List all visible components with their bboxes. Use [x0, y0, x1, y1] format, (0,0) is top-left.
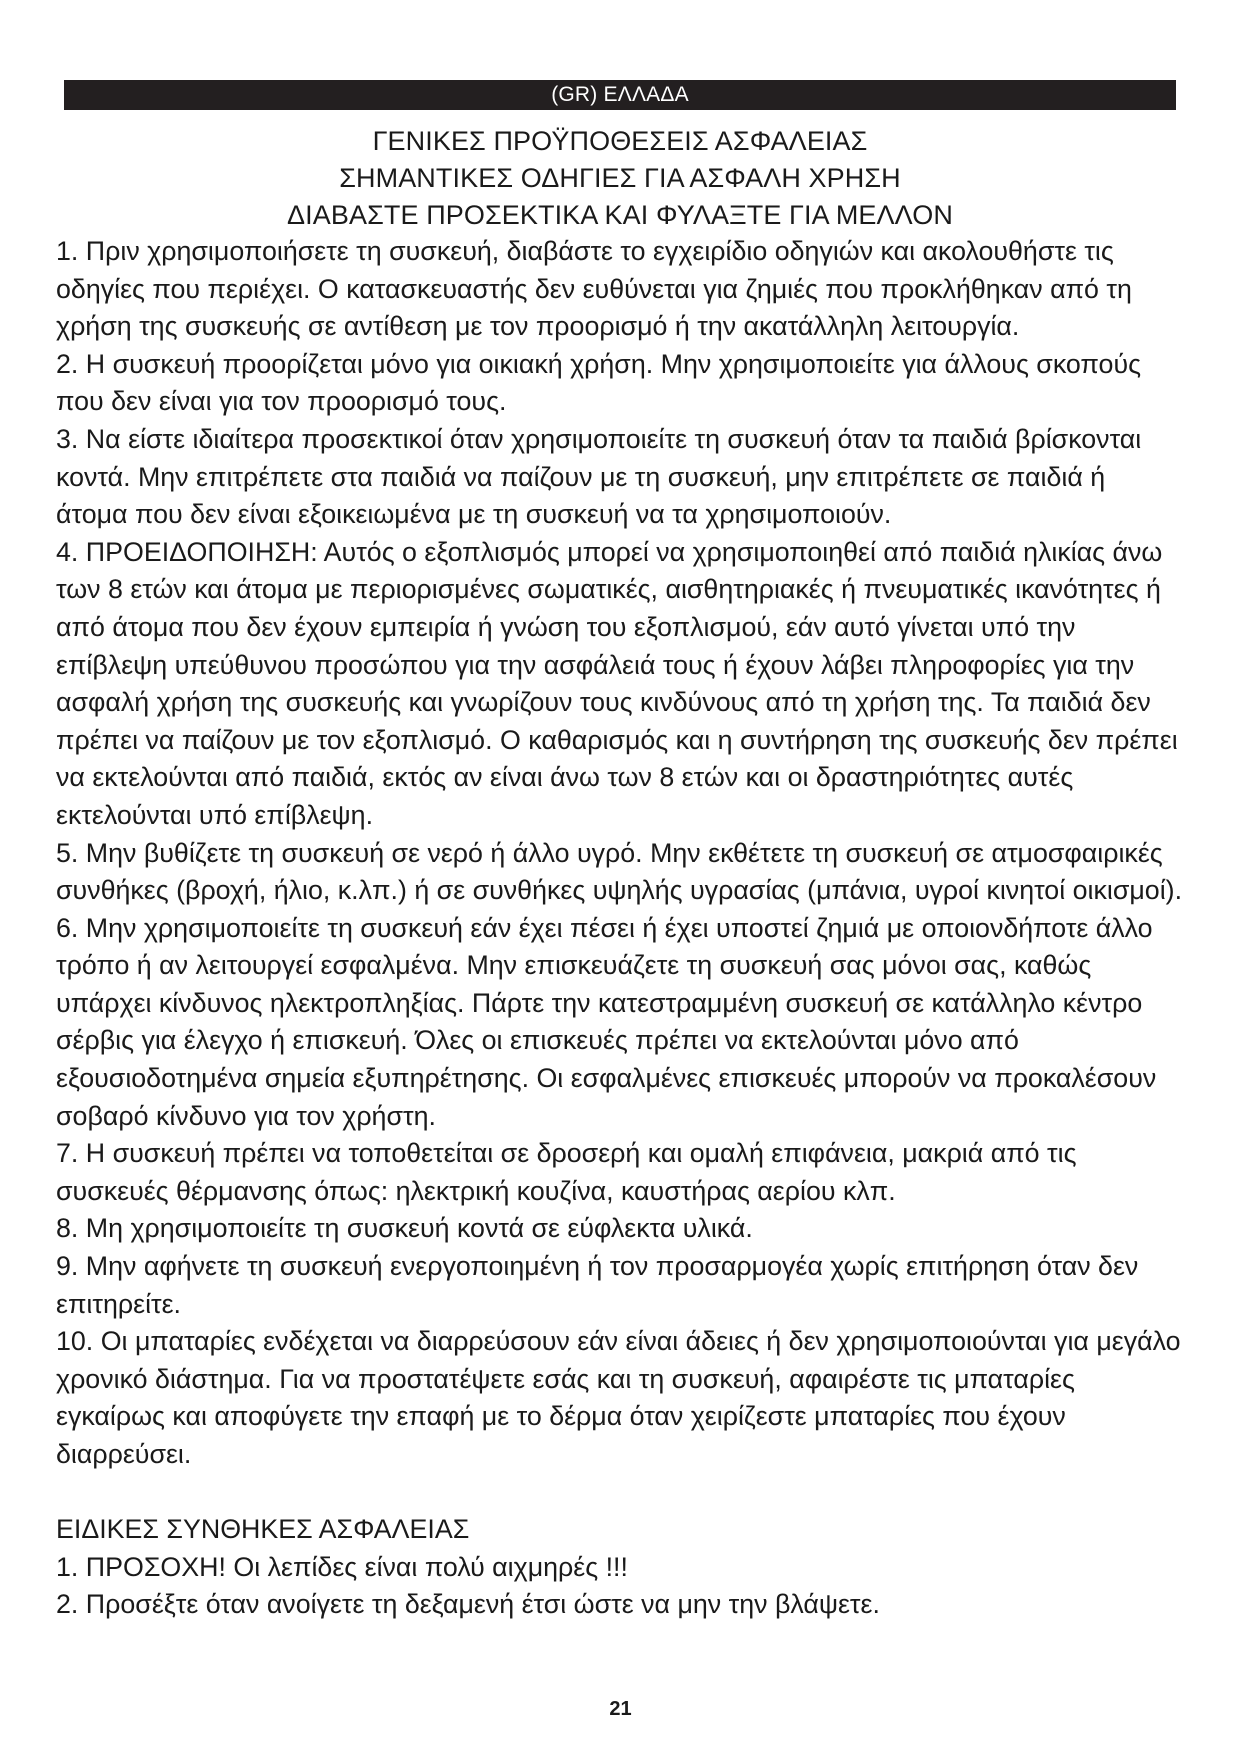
list-item: 6. Μην χρησιμοποιείτε τη συσκευή εάν έχει πέσει ή έχει υποστεί ζημιά με οποιονδήποτε άλλο τρόπο ή αν λειτουργεί εσφαλμένα. Μην επισκευάζετε τη συσκευή σας μόνοι σας, καθώς υπάρχει κίνδυνος ηλεκτροπληξίας. Πάρτε την κατεστραμμένη συσκευή σε κατάλληλο κέντρο σέρβις για έλεγχο ή επισκευή. Όλες οι επισκευές πρέπει να εκτελούνται μόνο από εξουσιοδοτημένα σημεία εξυπηρέτησης. Οι εσφαλμένες επισκευές μπορούν να προκαλέσουν σοβαρό κίνδυνο για τον χρήστη. [56, 912, 1157, 1131]
heading-read-carefully: ΔΙΑΒΑΣΤΕ ΠΡΟΣΕΚΤΙΚΑ ΚΑΙ ΦΥΛΑΞΤΕ ΓΙΑ ΜΕΛΛΟΝ [287, 200, 953, 230]
list-item: 5. Μην βυθίζετε τη συσκευή σε νερό ή άλλο υγρό. Μην εκθέτετε τη συσκευή σε ατμοσφαιρικές συνθήκες (βροχή, ήλιο, κ.λπ.) ή σε συνθήκες υψηλής υγρασίας (μπάνια, υγροί κινητοί οικισμοί). [56, 837, 1183, 906]
safety-instructions-body [56, 233, 1184, 1624]
language-header-bar [64, 80, 1176, 110]
list-item: 3. Να είστε ιδιαίτερα προσεκτικοί όταν χρησιμοποιείτε τη συσκευή όταν τα παιδιά βρίσκονται κοντά. Μην επιτρέπετε στα παιδιά να παίζουν με τη συσκευή, μην επιτρέπετε σε παιδιά ή άτομα που δεν είναι εξοικειωμένα με τη συσκευή να τα χρησιμοποιούν. [56, 423, 1142, 530]
section-spacer [56, 1474, 1184, 1512]
list-item: 2. Προσέξτε όταν ανοίγετε τη δεξαμενή έτσι ώστε να μην την βλάψετε. [56, 1589, 880, 1620]
list-item: 8. Μη χρησιμοποιείτε τη συσκευή κοντά σε εύφλεκτα υλικά. [56, 1213, 753, 1244]
page-number: 21 [609, 1698, 632, 1720]
heading-general-safety: ΓΕΝΙΚΕΣ ΠΡΟΫΠΟΘΕΣΕΙΣ ΑΣΦΑΛΕΙΑΣ [372, 126, 868, 156]
list-item: 4. ΠΡΟΕΙΔΟΠΟΙΗΣΗ: Αυτός ο εξοπλισμός μπορεί να χρησιμοποιηθεί από παιδιά ηλικίας άνω των 8 ετών και άτομα με περιορισμένες σωματικές, αισθητηριακές ή πνευματικές ικανότητες ή από άτομα που δεν έχουν εμπειρία ή γνώση του εξοπλισμού, εάν αυτό γίνεται υπό την επίβλεψη υπεύθυνου προσώπου για την ασφάλειά τους ή έχουν λάβει πληροφορίες για την ασφαλή χρήση της συσκευής και γνωρίζουν τους κινδύνους από τη χρήση της. Τα παιδιά δεν πρέπει να παίζουν με τον εξοπλισμό. Ο καθαρισμός και η συντήρηση της συσκευής δεν πρέπει να εκτελούνται από παιδιά, εκτός αν είναι άνω των 8 ετών και οι δραστηριότητες αυτές εκτελούνται υπό επίβλεψη. [56, 536, 1178, 830]
list-item: 1. ΠΡΟΣΟΧΗ! Οι λεπίδες είναι πολύ αιχμηρές !!! [56, 1551, 628, 1582]
list-item: 9. Μην αφήνετε τη συσκευή ενεργοποιημένη ή τον προσαρμογέα χωρίς επιτήρηση όταν δεν επιτηρείτε. [56, 1251, 1139, 1319]
list-item: 7. Η συσκευή πρέπει να τοποθετείται σε δροσερή και ομαλή επιφάνεια, μακριά από τις συσκευές θέρμανσης όπως: ηλεκτρική κουζίνα, καυστήρας αερίου κλπ. [56, 1138, 1077, 1206]
list-item: 2. Η συσκευή προορίζεται μόνο για οικιακή χρήση. Μην χρησιμοποιείτε για άλλους σκοπούς που δεν είναι για τον προορισμό τους. [56, 348, 1142, 417]
list-item: 10. Οι μπαταρίες ενδέχεται να διαρρεύσουν εάν είναι άδειες ή δεν χρησιμοποιούνται για μεγάλο χρονικό διάστημα. Για να προστατέψετε εσάς και τη συσκευή, αφαιρέστε τις μπαταρίες εγκαίρως και αποφύγετε την επαφή με το δέρμα όταν χειρίζεστε μπαταρίες που έχουν διαρρεύσει. [56, 1326, 1181, 1469]
document-headings [56, 123, 1184, 234]
list-item: 1. Πριν χρησιμοποιήσετε τη συσκευή, διαβάστε το εγχειρίδιο οδηγιών και ακολουθήστε τις οδηγίες που περιέχει. Ο κατασκευαστής δεν ευθύνεται για ζημιές που προκλήθηκαν από τη χρήση της συσκευής σε αντίθεση με τον προορισμό ή την ακατάλληλη λειτουργία. [56, 236, 1132, 342]
heading-important-instructions: ΣΗΜΑΝΤΙΚΕΣ ΟΔΗΓΙΕΣ ΓΙΑ ΑΣΦΑΛΗ ΧΡΗΣΗ [339, 163, 901, 193]
language-label: (GR) ΕΛΛΑΔΑ [551, 83, 689, 106]
special-safety-title: ΕΙΔΙΚΕΣ ΣΥΝΘΗΚΕΣ ΑΣΦΑΛΕΙΑΣ [56, 1514, 470, 1545]
